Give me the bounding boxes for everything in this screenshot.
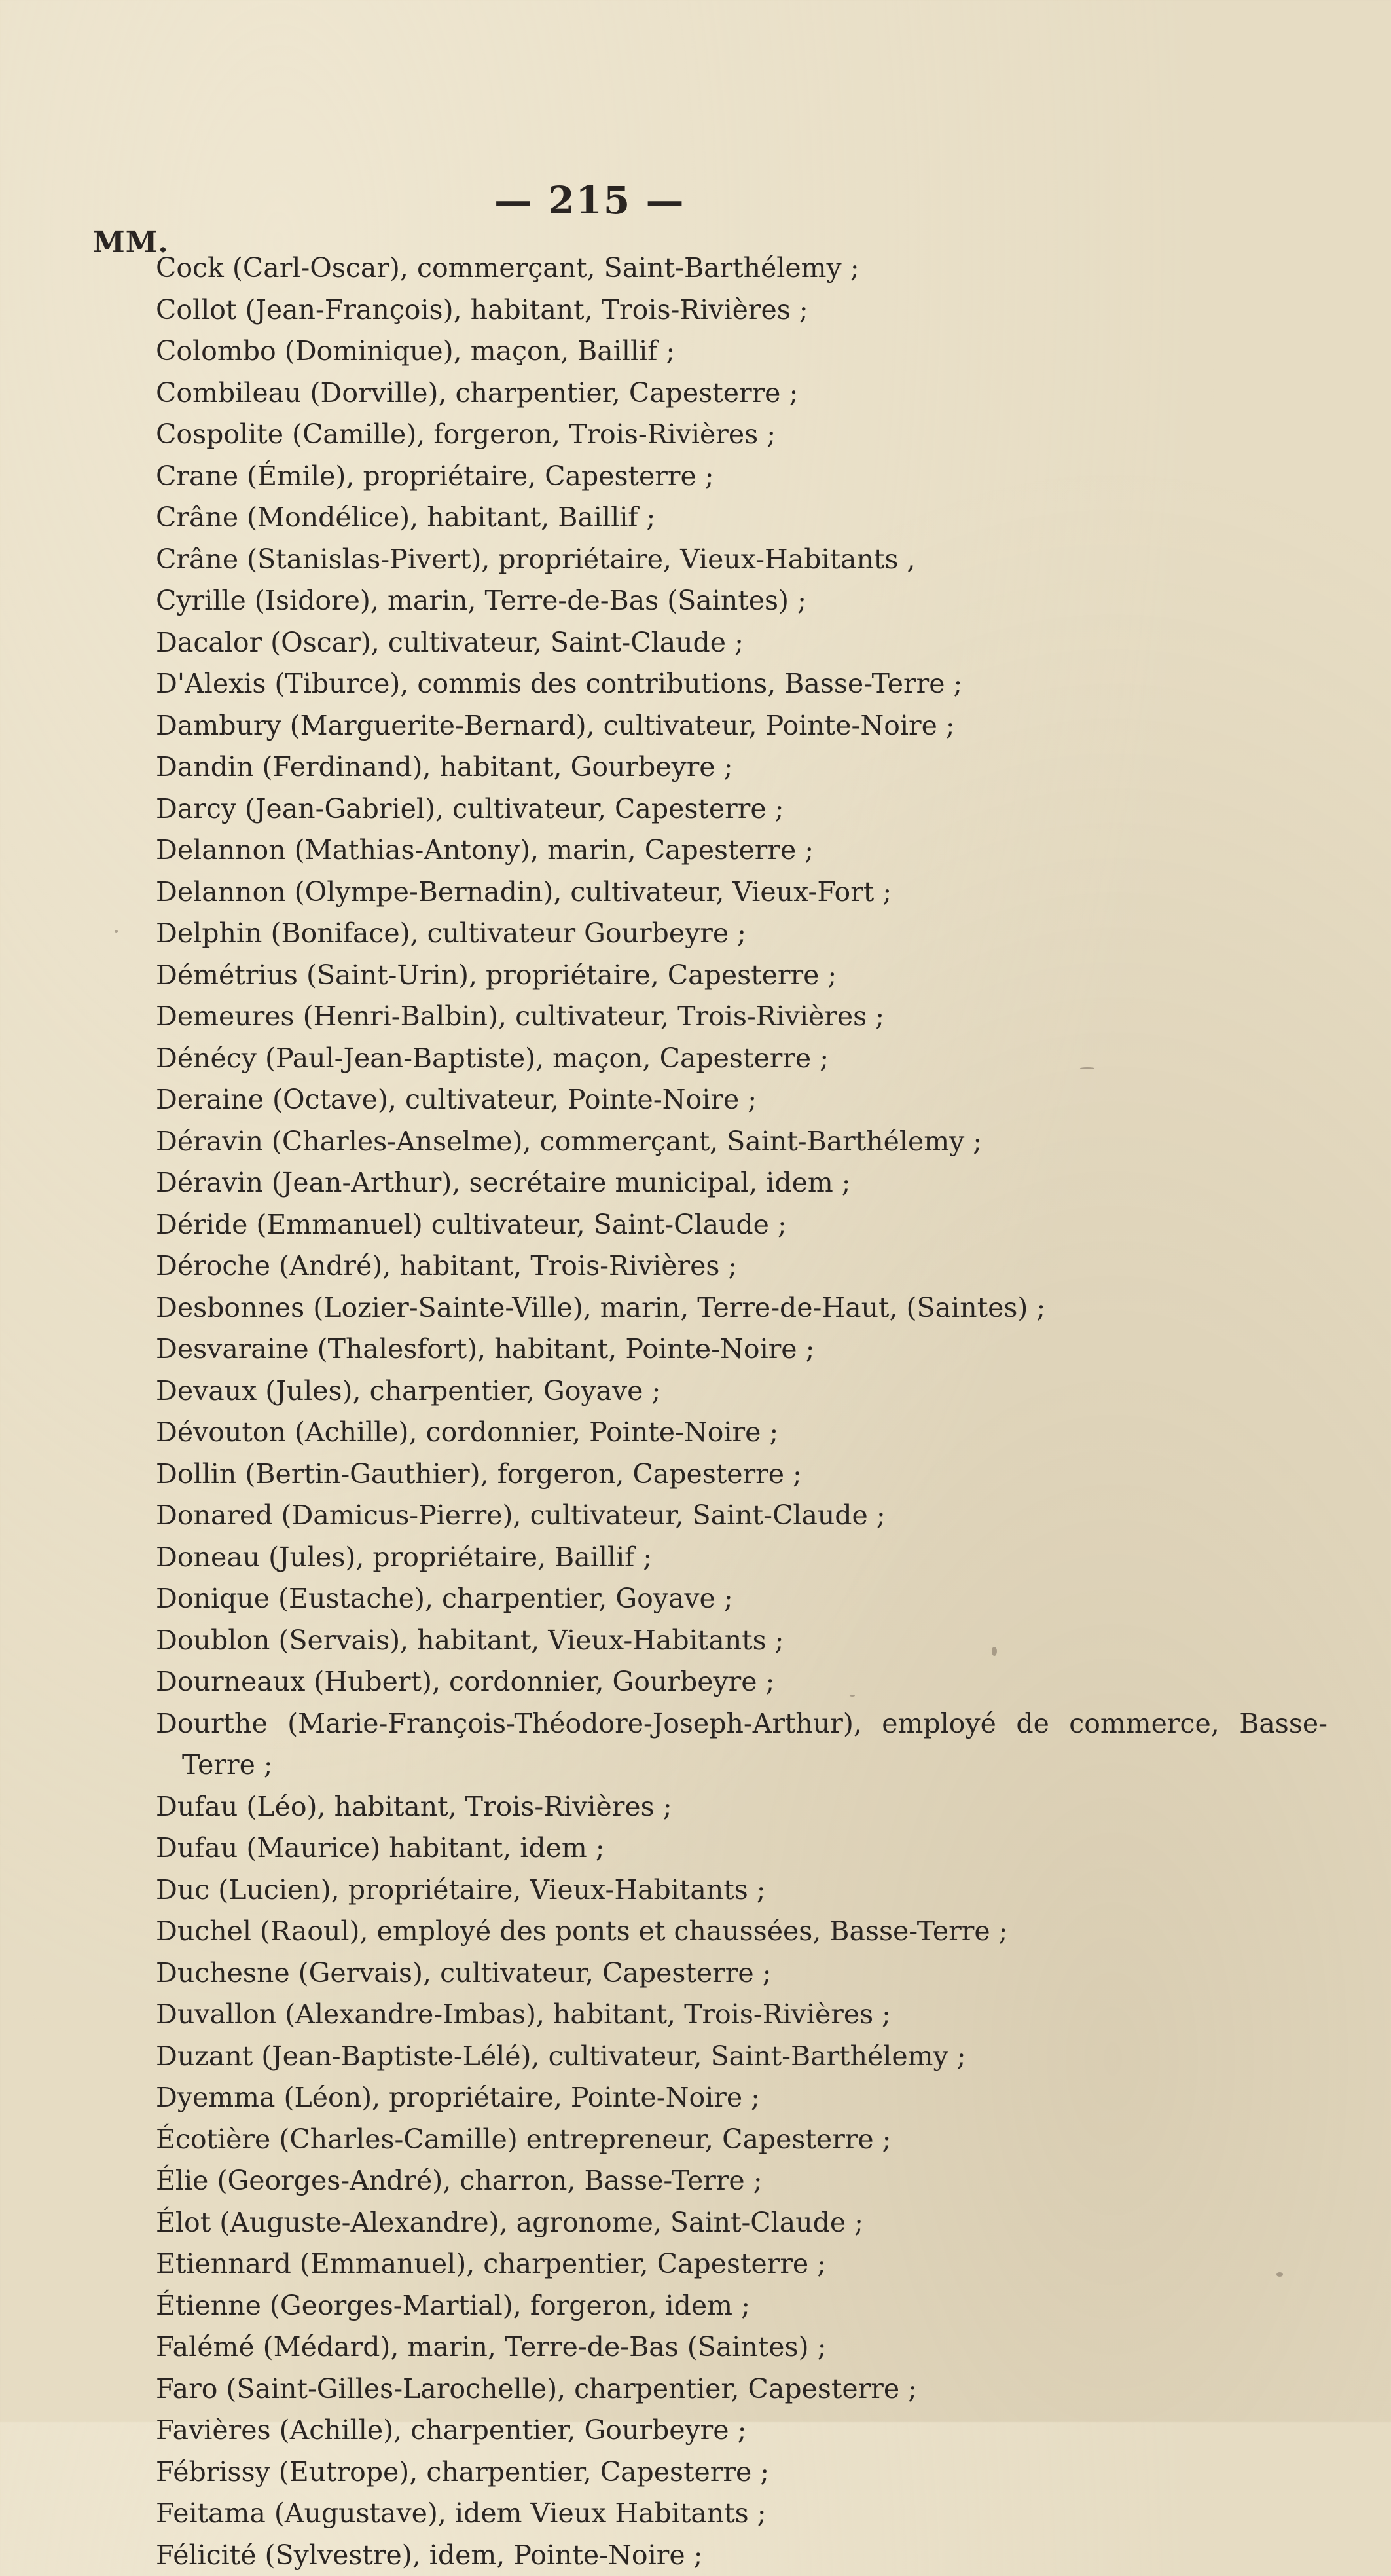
- list-item: [156, 2410, 1328, 2452]
- entry-text: Deraine (Octave), cultivateur, Pointe-Noire ;: [156, 1084, 757, 1115]
- list-item: [156, 2327, 1328, 2368]
- entry-text: Crâne (Stanislas-Pivert), propriétaire, Vieux-Habitants ,: [156, 543, 916, 575]
- entry-text: Donared (Damicus-Pierre), cultivateur, Saint-Claude ;: [156, 1500, 886, 1531]
- list-item: [156, 1038, 1328, 1080]
- list-item: [156, 539, 1328, 581]
- list-item: [156, 1412, 1328, 1454]
- list-item: [156, 663, 1328, 705]
- list-item: [156, 1495, 1328, 1537]
- list-item: [156, 1869, 1328, 1911]
- name-list: [156, 248, 1328, 2576]
- entry-text: Félicité (Sylvestre), idem, Pointe-Noire ;: [156, 2539, 702, 2571]
- list-item: [156, 1703, 1328, 1786]
- entry-text: Crane (Émile), propriétaire, Capesterre ;: [156, 460, 714, 492]
- list-item: [156, 2119, 1328, 2161]
- entry-text: Delannon (Mathias-Antony), marin, Capesterre ;: [156, 834, 814, 866]
- list-item: [156, 2036, 1328, 2078]
- entry-text: Démétrius (Saint-Urin), propriétaire, Capesterre ;: [156, 959, 837, 991]
- entry-text: Duzant (Jean-Baptiste-Lélé), cultivateur, Saint-Barthélemy ;: [156, 2040, 966, 2072]
- entry-text: Déroche (André), habitant, Trois-Rivières ;: [156, 1250, 737, 1281]
- list-item: [156, 2535, 1328, 2576]
- list-item: [156, 456, 1328, 498]
- list-item: [156, 830, 1328, 872]
- entry-text: Fébrissy (Eutrope), charpentier, Capesterre ;: [156, 2456, 769, 2488]
- entry-text: Dacalor (Oscar), cultivateur, Saint-Claude ;: [156, 627, 744, 658]
- list-item: [156, 2160, 1328, 2202]
- entry-text: Dénécy (Paul-Jean-Baptiste), maçon, Capesterre ;: [156, 1042, 829, 1074]
- entry-text: Demeures (Henri-Balbin), cultivateur, Trois-Rivières ;: [156, 1001, 884, 1032]
- entry-text: Dollin (Bertin-Gauthier), forgeron, Capesterre ;: [156, 1458, 802, 1490]
- list-item: [156, 373, 1328, 414]
- list-item: [156, 1371, 1328, 1412]
- entry-text: Cyrille (Isidore), marin, Terre-de-Bas (Saintes) ;: [156, 585, 806, 616]
- list-item: [156, 1578, 1328, 1620]
- list-item: [156, 1287, 1328, 1329]
- paper-speck: [850, 1695, 855, 1697]
- entry-text: Colombo (Dominique), maçon, Baillif ;: [156, 335, 675, 367]
- list-item: [156, 1079, 1328, 1121]
- list-item: [156, 2452, 1328, 2493]
- entry-text: Dourneaux (Hubert), cordonnier, Gourbeyre ;: [156, 1666, 774, 1697]
- entry-text: Déravin (Charles-Anselme), commerçant, Saint-Barthélemy ;: [156, 1126, 982, 1157]
- entry-text: Dambury (Marguerite-Bernard), cultivateur, Pointe-Noire ;: [156, 710, 955, 741]
- entry-text: Duc (Lucien), propriétaire, Vieux-Habitants ;: [156, 1874, 766, 1905]
- list-item: [156, 2243, 1328, 2285]
- list-item: [156, 289, 1328, 331]
- list-item: [156, 1953, 1328, 1995]
- entry-text: D'Alexis (Tiburce), commis des contributions, Basse-Terre ;: [156, 668, 962, 699]
- list-item: [156, 622, 1328, 664]
- list-item: [156, 1204, 1328, 1246]
- entry-text: Dandin (Ferdinand), habitant, Gourbeyre ;: [156, 751, 732, 782]
- entry-text: Crâne (Mondélice), habitant, Baillif ;: [156, 502, 655, 533]
- list-item: [156, 2202, 1328, 2244]
- entry-text: Darcy (Jean-Gabriel), cultivateur, Capesterre ;: [156, 793, 784, 824]
- entry-text: Duchel (Raoul), employé des ponts et chaussées, Basse-Terre ;: [156, 1915, 1007, 1947]
- entry-text: Combileau (Dorville), charpentier, Capesterre ;: [156, 377, 798, 409]
- entry-text: Devaux (Jules), charpentier, Goyave ;: [156, 1375, 660, 1407]
- list-item: [156, 872, 1328, 913]
- list-item: [156, 1661, 1328, 1703]
- entry-text: Déride (Emmanuel) cultivateur, Saint-Claude ;: [156, 1209, 787, 1240]
- entry-text: Collot (Jean-François), habitant, Trois-Rivières ;: [156, 294, 808, 325]
- entry-text: Étienne (Georges-Martial), forgeron, idem ;: [156, 2290, 750, 2321]
- list-item: [156, 746, 1328, 788]
- list-item: [156, 996, 1328, 1038]
- entry-text: Feitama (Augustave), idem Vieux Habitants ;: [156, 2497, 767, 2529]
- entry-text: Favières (Achille), charpentier, Gourbeyre ;: [156, 2414, 746, 2446]
- entry-text: Desbonnes (Lozier-Sainte-Ville), marin, Terre-de-Haut, (Saintes) ;: [156, 1292, 1045, 1323]
- list-item: [156, 1329, 1328, 1371]
- list-item: [156, 2493, 1328, 2535]
- list-item: [156, 497, 1328, 539]
- entry-text: Duvallon (Alexandre-Imbas), habitant, Trois-Rivières ;: [156, 1998, 891, 2030]
- list-item: [156, 705, 1328, 747]
- list-item: [156, 1620, 1328, 1662]
- list-item: [156, 1245, 1328, 1287]
- list-item: [156, 1454, 1328, 1496]
- entry-text: Delannon (Olympe-Bernadin), cultivateur, Vieux-Fort ;: [156, 876, 892, 908]
- list-item: [156, 414, 1328, 456]
- entry-text: Cock (Carl-Oscar), commerçant, Saint-Barthélemy ;: [156, 252, 859, 284]
- entry-text: Falémé (Médard), marin, Terre-de-Bas (Saintes) ;: [156, 2331, 826, 2363]
- entry-text: Dyemma (Léon), propriétaire, Pointe-Noire ;: [156, 2082, 760, 2113]
- entry-text: Déravin (Jean-Arthur), secrétaire municipal, idem ;: [156, 1167, 851, 1198]
- paper-speck: [115, 930, 118, 933]
- entry-text: Dourthe (Marie-François-Théodore-Joseph-Arthur), employé de commerce, Basse-Terre ;: [182, 1703, 1328, 1786]
- list-item: [156, 955, 1328, 997]
- list-item: [156, 1537, 1328, 1579]
- list-item: [156, 1994, 1328, 2036]
- page-number: — 215 —: [494, 178, 685, 223]
- list-item: [156, 2368, 1328, 2410]
- entry-text: Doneau (Jules), propriétaire, Baillif ;: [156, 1541, 652, 1573]
- entry-text: Desvaraine (Thalesfort), habitant, Pointe-Noire ;: [156, 1333, 814, 1365]
- entry-text: Faro (Saint-Gilles-Larochelle), charpentier, Capesterre ;: [156, 2373, 917, 2404]
- paper-speck: [1276, 2272, 1283, 2277]
- entry-text: Dévouton (Achille), cordonnier, Pointe-Noire ;: [156, 1416, 778, 1448]
- list-item: [156, 788, 1328, 830]
- entry-text: Cospolite (Camille), forgeron, Trois-Rivières ;: [156, 418, 776, 450]
- paper-speck: [992, 1647, 997, 1656]
- paper-speck: [1080, 1067, 1094, 1069]
- entry-text: Etiennard (Emmanuel), charpentier, Capesterre ;: [156, 2248, 826, 2279]
- list-item: [156, 580, 1328, 622]
- honorific-label: MM.: [93, 226, 169, 259]
- list-item: [156, 913, 1328, 955]
- entry-text: Écotière (Charles-Camille) entrepreneur, Capesterre ;: [156, 2124, 892, 2155]
- entry-text: Élie (Georges-André), charron, Basse-Terre ;: [156, 2165, 763, 2196]
- list-item: [156, 248, 1328, 289]
- list-item: [156, 331, 1328, 373]
- list-item: [156, 1162, 1328, 1204]
- entry-text: Duchesne (Gervais), cultivateur, Capesterre ;: [156, 1957, 771, 1989]
- list-item: [156, 2077, 1328, 2119]
- entry-text: Dufau (Maurice) habitant, idem ;: [156, 1832, 605, 1864]
- list-item: [156, 1121, 1328, 1163]
- entry-text: Élot (Auguste-Alexandre), agronome, Saint-Claude ;: [156, 2207, 863, 2238]
- entry-text: Dufau (Léo), habitant, Trois-Rivières ;: [156, 1791, 672, 1822]
- list-item: [156, 1911, 1328, 1953]
- list-item: [156, 2285, 1328, 2327]
- entry-text: Delphin (Boniface), cultivateur Gourbeyre ;: [156, 917, 746, 949]
- list-item: [156, 1786, 1328, 1828]
- entry-text: Donique (Eustache), charpentier, Goyave ;: [156, 1583, 733, 1614]
- entry-text: Doublon (Servais), habitant, Vieux-Habitants ;: [156, 1625, 784, 1656]
- list-item: [156, 1828, 1328, 1869]
